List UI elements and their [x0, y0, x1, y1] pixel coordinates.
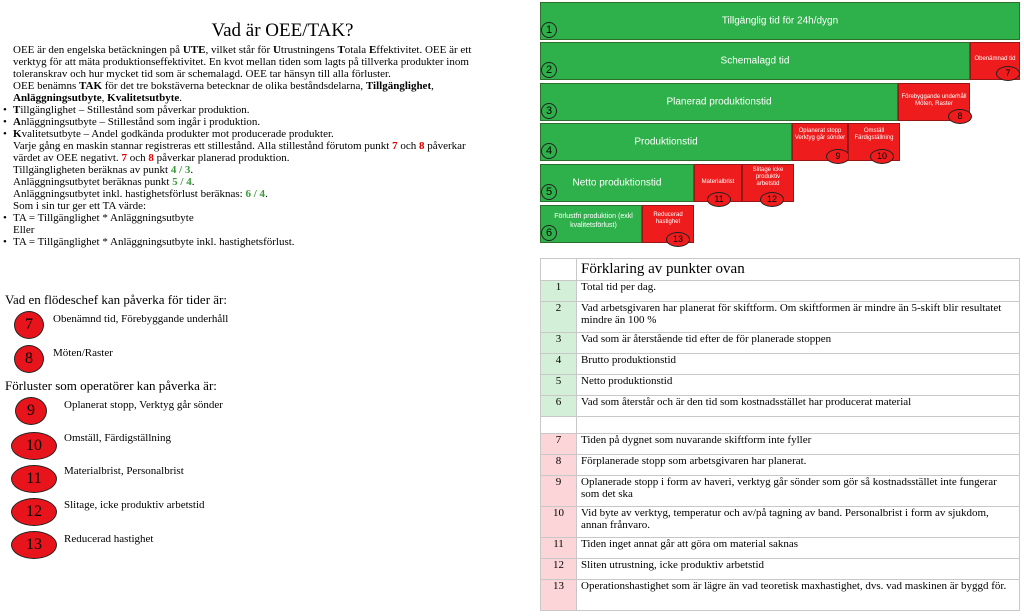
- loss-10-number: 10: [870, 149, 894, 164]
- loss-13-number: 13: [666, 232, 690, 247]
- legend-num: 1: [541, 281, 577, 302]
- bullet-dot: •: [3, 212, 7, 224]
- legend-text: Tiden på dygnet som nuvarande skiftform inte fyller: [577, 434, 1020, 455]
- loss-10-label: Omställ Färdigställning: [854, 128, 894, 141]
- legend-table: [540, 258, 1020, 611]
- bar-5-label: Netto produktionstid: [572, 177, 662, 189]
- loss-12-label: Slitage icke produktiv arbetstid: [752, 167, 784, 187]
- badge-12-label: Slitage, icke produktiv arbetstid: [64, 499, 205, 511]
- bullet-dot: •: [3, 236, 7, 248]
- badge-11-label: Materialbrist, Personalbrist: [64, 465, 184, 477]
- loss-8-number: 8: [948, 109, 972, 124]
- legend-spacer: [541, 417, 577, 434]
- bar-5-number: 5: [541, 184, 557, 200]
- loss-8-label: Förebyggande underhåll Möten, Raster: [901, 94, 967, 107]
- legend-num: 8: [541, 455, 577, 476]
- bullet-dot: •: [3, 128, 7, 140]
- legend-text: Netto produktionstid: [577, 375, 1020, 396]
- legend-text: Total tid per dag.: [577, 281, 1020, 302]
- intro-line-3: toleranskrav och hur mycket tid som är schemalagd. OEE tar hänsyn till alla förluster.: [13, 68, 391, 80]
- bar-4: [540, 123, 792, 161]
- loss-7-number: 7: [996, 66, 1020, 81]
- bullet-kvalitetsutbyte: Kvalitetsutbyte – Andel godkända produkter mot producerade produkter.: [13, 128, 334, 140]
- badge-7-label: Obenämnd tid, Förebyggande underhåll: [53, 313, 229, 325]
- page-title: Vad är OEE/TAK?: [211, 20, 354, 41]
- loss-12-number: 12: [760, 192, 784, 207]
- badge-10: 10: [11, 432, 57, 460]
- bar-6-label: Förlustfri produktion (exkl kvalitetsförlust): [554, 213, 633, 229]
- ta-formula-1: TA = Tillgänglighet * Anläggningsutbyte: [13, 212, 194, 224]
- bullet-anlaggningsutbyte: Anläggningsutbyte – Stillestånd som ingår i produktion.: [13, 116, 261, 128]
- bullet-tillganglighet: Tillgänglighet – Stillestånd som påverkar produktion.: [13, 104, 250, 116]
- badge-13-label: Reducerad hastighet: [64, 533, 154, 545]
- bar-2: [540, 42, 970, 80]
- legend-text: Oplanerade stopp i form av haveri, verktyg går sönder som gör så kostnadsstället inte fungerar som det ska: [577, 476, 1020, 507]
- bar-2-label: Schemalagd tid: [720, 55, 790, 67]
- badge-7: 7: [14, 311, 44, 339]
- legend-header-empty: [541, 259, 577, 281]
- bar-1-label: Tillgänglig tid för 24h/dygn: [721, 15, 839, 27]
- bar-4-number: 4: [541, 143, 557, 159]
- legend-text: Vad som är återstående tid efter de för planerade stoppen: [577, 333, 1020, 354]
- loss-7-label: Obenämnad tid: [974, 56, 1016, 62]
- loss-9-number: 9: [826, 149, 850, 164]
- ta-formula-2: TA = Tillgänglighet * Anläggningsutbyte inkl. hastighetsförlust.: [13, 236, 295, 248]
- bar-3-label: Planerad produktionstid: [666, 96, 772, 108]
- para-line-4: Anläggningsutbytet beräknas punkt 5 / 4.: [13, 176, 195, 188]
- legend-num: 6: [541, 396, 577, 417]
- legend-num: 2: [541, 302, 577, 333]
- loss-11-number: 11: [707, 192, 731, 207]
- badge-8: 8: [14, 345, 44, 373]
- badge-13: 13: [11, 531, 57, 559]
- legend-text: Brutto produktionstid: [577, 354, 1020, 375]
- legend-num: 12: [541, 559, 577, 580]
- legend-num: 7: [541, 434, 577, 455]
- para-line-2: värdet av OEE negativt. 7 och 8 påverkar planerad produktion.: [13, 152, 290, 164]
- legend-num: 10: [541, 507, 577, 538]
- legend-text: Tiden inget annat går att göra om material saknas: [577, 538, 1020, 559]
- legend-num: 3: [541, 333, 577, 354]
- bar-1: [540, 2, 1020, 40]
- bar-4-label: Produktionstid: [634, 136, 698, 148]
- legend-num: 13: [541, 580, 577, 611]
- para-line-5: Anläggningsutbytet inkl. hastighetsförlust beräknas: 6 / 4.: [13, 188, 268, 200]
- bullet-dot: •: [3, 116, 7, 128]
- legend-text: Förplanerade stopp som arbetsgivaren har planerat.: [577, 455, 1020, 476]
- bar-5: [540, 164, 694, 202]
- legend-text: Operationshastighet som är lägre än vad teoretisk maxhastighet, dvs. vad maskinen är byggd för.: [577, 580, 1020, 611]
- legend-spacer: [577, 417, 1020, 434]
- legend-num: 11: [541, 538, 577, 559]
- bar-6-number: 6: [541, 225, 557, 241]
- para-line-3: Tillgängligheten beräknas av punkt 4 / 3.: [13, 164, 194, 176]
- loss-9-label: Oplanerat stopp Verktyg går sönder: [794, 128, 846, 141]
- intro-line-1: OEE är den engelska betäckningen på UTE, vilket står för Utrustningens Totala Effektivitet. OEE är ett: [13, 44, 472, 56]
- badge-10-label: Omställ, Färdigställning: [64, 432, 171, 444]
- bullet-dot: •: [3, 104, 7, 116]
- legend-num: 5: [541, 375, 577, 396]
- para-line-6: Som i sin tur ger ett TA värde:: [13, 200, 147, 212]
- section-operatorer: Förluster som operatörer kan påverka är:: [5, 378, 217, 393]
- badge-9-label: Oplanerat stopp, Verktyg går sönder: [64, 399, 223, 411]
- loss-11-label: Materialbrist: [701, 179, 735, 185]
- bar-1-number: 1: [541, 22, 557, 38]
- legend-header: Förklaring av punkter ovan: [577, 259, 1020, 281]
- legend-num: 9: [541, 476, 577, 507]
- loss-13-label: Reducerad hastighet: [653, 212, 683, 225]
- intro-line-4: OEE benämns TAK för det tre bokstäverna betecknar de olika beståndsdelarna, Tillgänglighet,: [13, 80, 434, 92]
- eller-text: Eller: [13, 224, 35, 236]
- badge-12: 12: [11, 498, 57, 526]
- intro-line-2: verktyg för att mäta produktionseffektivitet. En kvot mellan tiden som lagts på tillverka produkter inom: [13, 56, 469, 68]
- legend-text: Vad som återstår och är den tid som kostnadsstället har producerat material: [577, 396, 1020, 417]
- legend-num: 4: [541, 354, 577, 375]
- para-line-1: Varje gång en maskin stannar registreras ett stillestånd. Alla stillestånd förutom punkt 7 och 8 påverkar: [13, 140, 466, 152]
- badge-8-label: Möten/Raster: [53, 347, 113, 359]
- section-flodeschef: Vad en flödeschef kan påverka för tider är:: [5, 292, 227, 307]
- legend-text: Sliten utrustning, icke produktiv arbetstid: [577, 559, 1020, 580]
- bar-2-number: 2: [541, 62, 557, 78]
- badge-9: 9: [15, 397, 47, 425]
- bar-3-number: 3: [541, 103, 557, 119]
- bar-3: [540, 83, 898, 121]
- legend-text: Vid byte av verktyg, temperatur och av/på tagning av band. Personalbrist i form av sjukdom, annan frånvaro.: [577, 507, 1020, 538]
- intro-line-5: Anläggningsutbyte, Kvalitetsutbyte.: [13, 92, 182, 104]
- legend-text: Vad arbetsgivaren har planerat för skiftform. Om skiftformen är mindre än 5-skift blir resultatet mindre än 100 %: [577, 302, 1020, 333]
- badge-11: 11: [11, 465, 57, 493]
